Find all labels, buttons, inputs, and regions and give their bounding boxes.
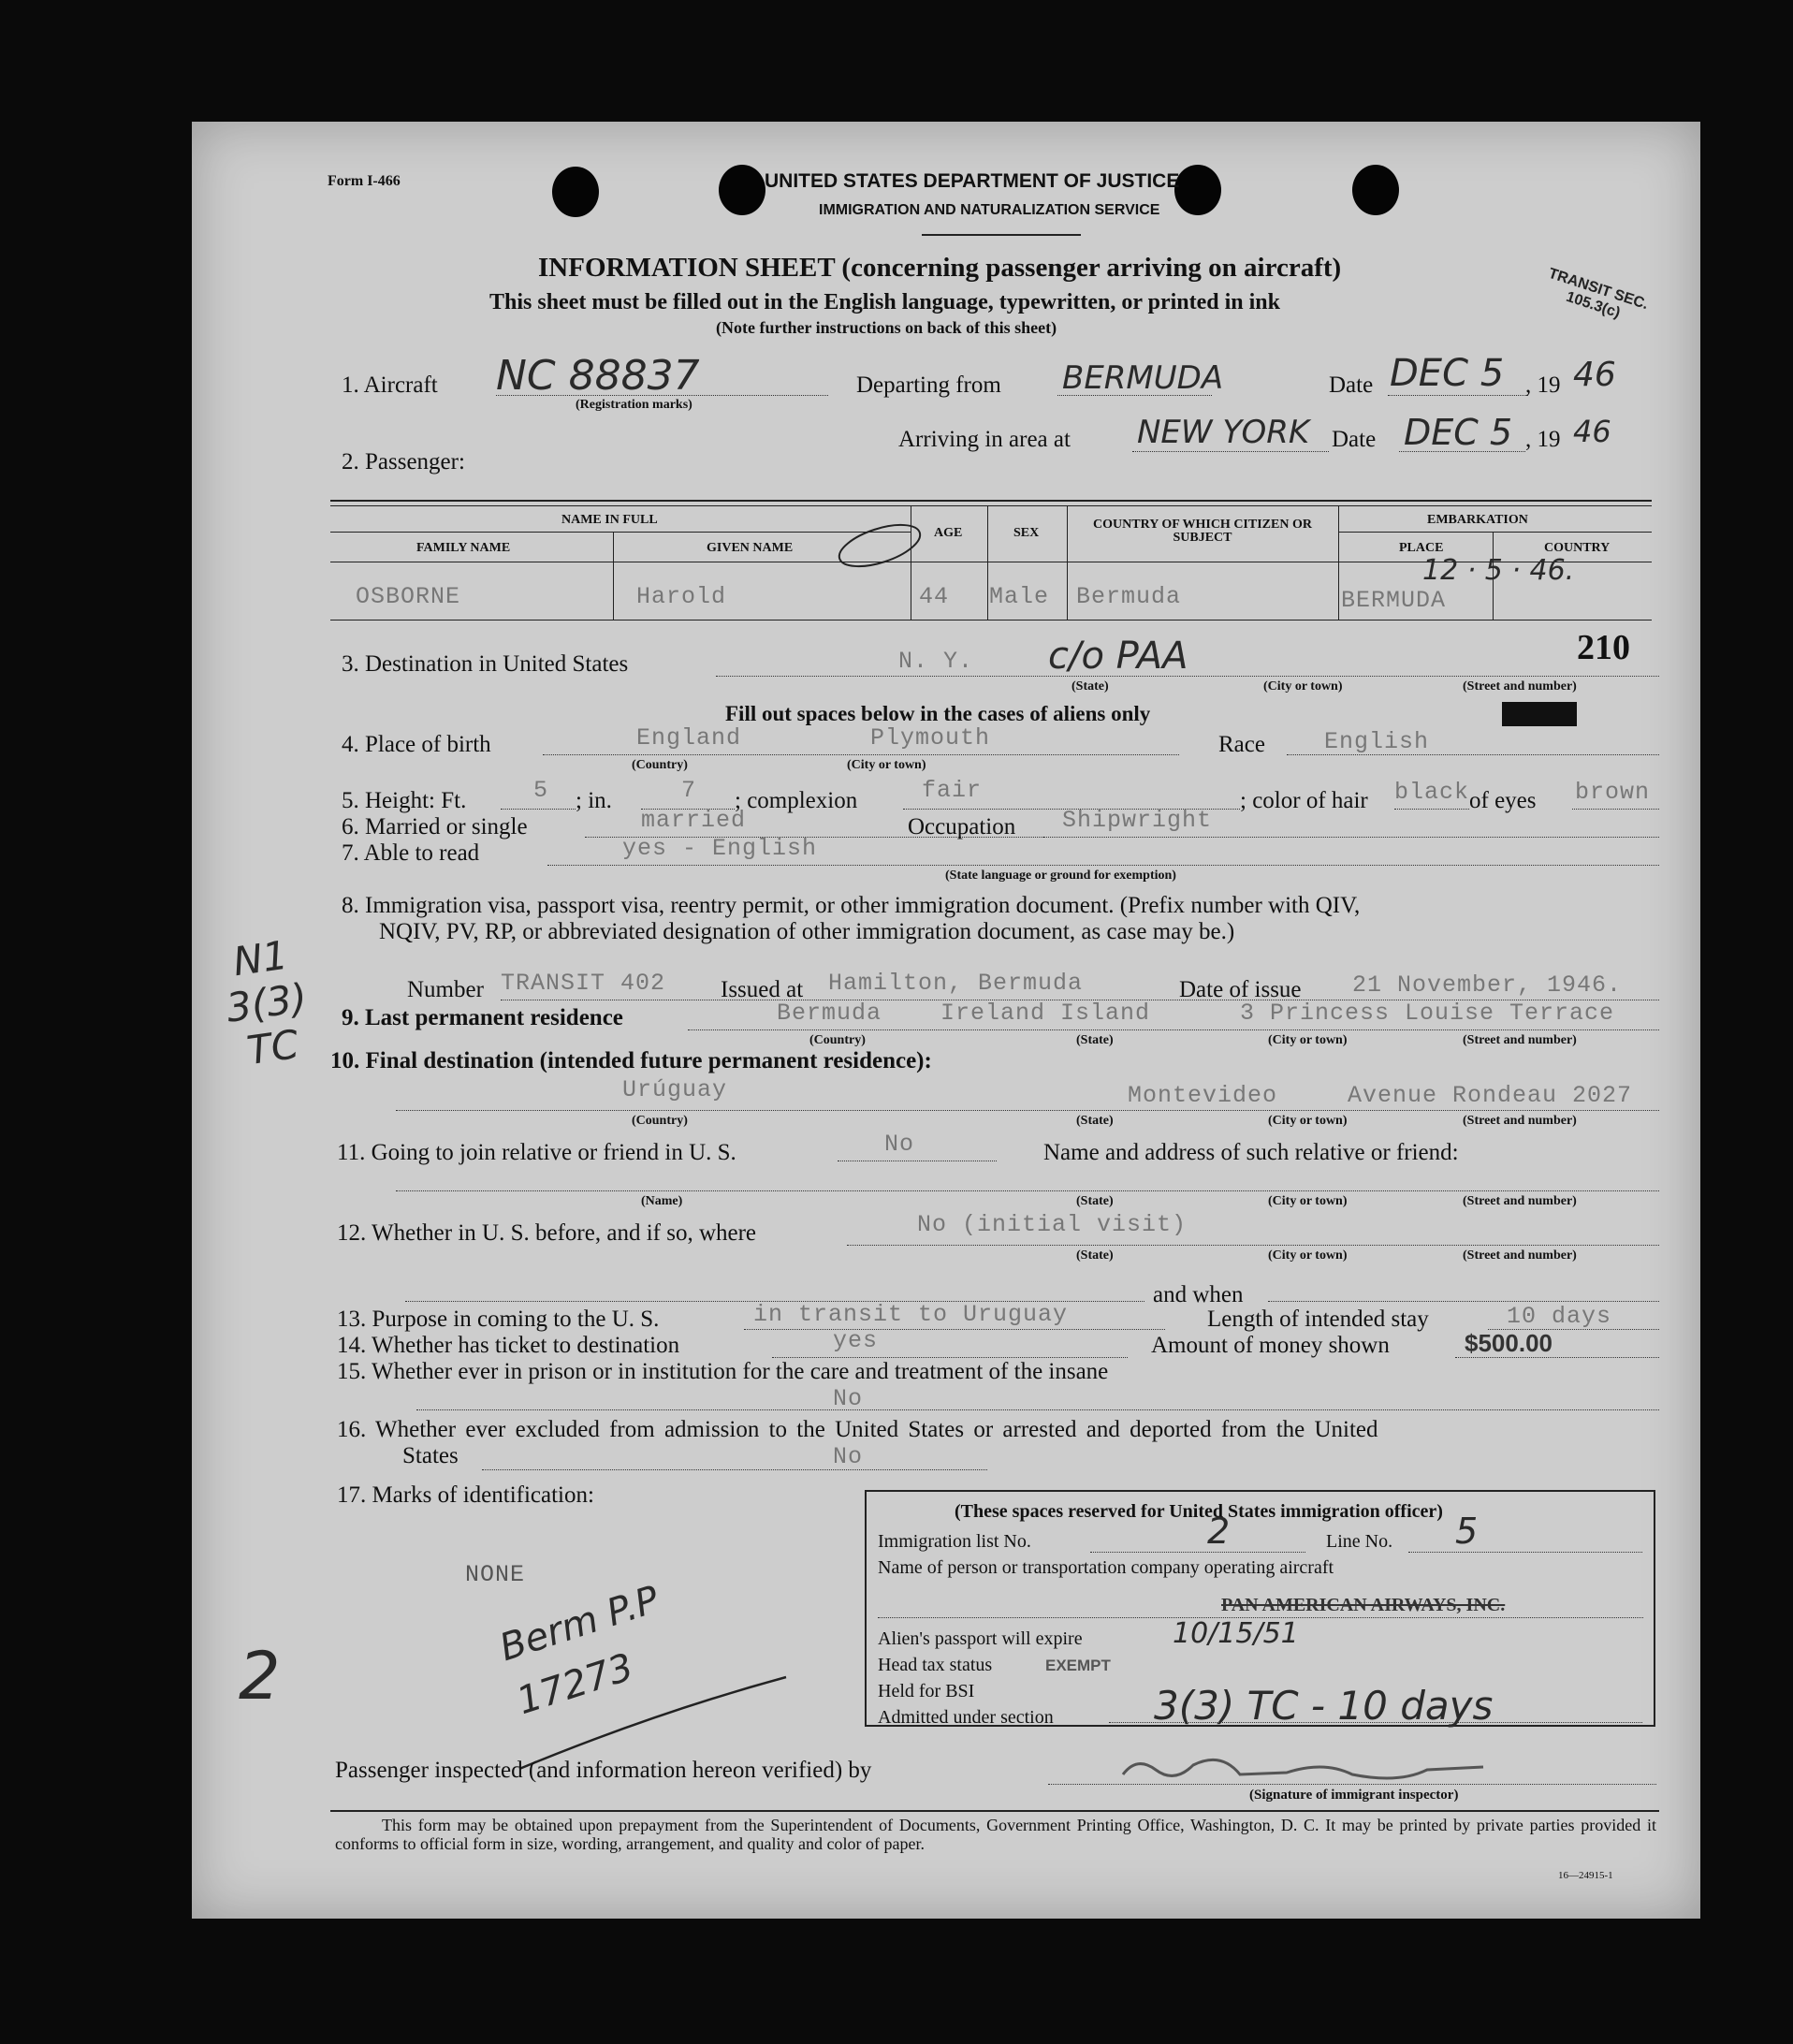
- hair-label: ; color of hair: [1240, 788, 1368, 813]
- signature-sub: (Signature of immigrant inspector): [1249, 1788, 1459, 1803]
- birth-sub-city: (City or town): [847, 758, 926, 772]
- list-label: Immigration list No.: [878, 1531, 1031, 1552]
- punch-hole: [719, 165, 765, 215]
- excluded-label-2: States: [402, 1443, 459, 1468]
- departure-date-line: [1388, 395, 1528, 396]
- hair-line: [1394, 809, 1469, 810]
- header-family: FAMILY NAME: [416, 541, 511, 555]
- read-label: 7. Able to read: [342, 840, 480, 866]
- punch-hole: [1174, 165, 1221, 215]
- departure-date: DEC 5: [1390, 352, 1505, 395]
- marks-value: NONE: [465, 1561, 526, 1588]
- destination-number: 210: [1577, 628, 1630, 667]
- issue-date-label: Date of issue: [1179, 977, 1302, 1002]
- money-label: Amount of money shown: [1151, 1333, 1390, 1358]
- arrival-year: 46: [1573, 414, 1611, 449]
- destination-state: N. Y.: [898, 648, 974, 675]
- issued-at-label: Issued at: [721, 977, 804, 1002]
- departure-year: 46: [1573, 356, 1616, 394]
- prison-line: [416, 1409, 1659, 1410]
- line-no-line: [1408, 1552, 1642, 1553]
- prior-sub-street: (Street and number): [1463, 1248, 1577, 1263]
- eyes-label: of eyes: [1469, 788, 1537, 813]
- read-value: yes - English: [622, 835, 818, 862]
- signature-line: [1048, 1784, 1656, 1785]
- prior-visit-value: No (initial visit): [917, 1211, 1188, 1238]
- officer-box-title: (These spaces reserved for United States immigration officer): [955, 1501, 1443, 1522]
- tax-value: EXEMPT: [1045, 1657, 1111, 1674]
- relative-sub-name: (Name): [641, 1194, 683, 1208]
- destination-sub-state: (State): [1071, 679, 1109, 694]
- header-place: PLACE: [1399, 541, 1444, 555]
- relative-line: [396, 1190, 1659, 1191]
- departing-line: [1057, 395, 1212, 396]
- aircraft-sublabel: (Registration marks): [576, 398, 692, 412]
- relative-sub-street: (Street and number): [1463, 1194, 1577, 1208]
- bsi-label: Held for BSI: [878, 1681, 975, 1701]
- join-value: No: [884, 1131, 915, 1158]
- form-number: Form I-466: [328, 173, 401, 189]
- prior-sub-state: (State): [1076, 1248, 1114, 1263]
- instructions: This sheet must be filled out in the English language, typewritten, or printed in ink: [489, 290, 1280, 314]
- stay-label: Length of intended stay: [1207, 1307, 1429, 1332]
- relative-label: Name and address of such relative or friend:: [1043, 1140, 1459, 1165]
- line-value: 5: [1455, 1511, 1479, 1552]
- race-line: [1287, 754, 1659, 755]
- birth-city: Plymouth: [870, 724, 991, 752]
- marital-value: married: [641, 807, 747, 834]
- destination-line: [716, 676, 1659, 677]
- final-line: [396, 1110, 1659, 1111]
- when-label: and when: [1153, 1282, 1244, 1307]
- final-country: Urúguay: [622, 1076, 728, 1103]
- birth-country: England: [636, 724, 742, 752]
- occupation-label: Occupation: [908, 814, 1016, 840]
- final-destination-label: 10. Final destination (intended future permanent residence):: [330, 1048, 932, 1073]
- prior-visit-label: 12. Whether in U. S. before, and if so, where: [337, 1220, 757, 1246]
- birthplace-line: [543, 754, 1179, 755]
- height-label: 5. Height: Ft.: [342, 788, 467, 813]
- occupation-line: [1043, 837, 1659, 838]
- ticket-label: 14. Whether has ticket to destination: [337, 1333, 680, 1358]
- arrival-date-line: [1399, 451, 1525, 452]
- line-label: Line No.: [1326, 1531, 1393, 1552]
- final-sub-state: (State): [1076, 1114, 1114, 1128]
- residence-sub-street: (Street and number): [1463, 1033, 1577, 1047]
- note: (Note further instructions on back of this sheet): [716, 318, 1057, 337]
- race-value: English: [1324, 728, 1430, 755]
- passenger-label: 2. Passenger:: [342, 449, 465, 474]
- arriving-label: Arriving in area at: [898, 427, 1071, 452]
- page-title: INFORMATION SHEET (concerning passenger arriving on aircraft): [538, 253, 1342, 283]
- company-label: Name of person or transportation company operating aircraft: [878, 1557, 1334, 1578]
- passport-handwriting: Berm P.P 17273: [494, 1578, 664, 1724]
- destination-sub-street: (Street and number): [1463, 679, 1577, 694]
- col-divider: [1338, 505, 1339, 620]
- redaction-mark: [1502, 702, 1577, 726]
- section-line: [1109, 1722, 1642, 1723]
- residence-sub-country: (Country): [809, 1033, 866, 1047]
- col-divider: [1067, 505, 1068, 620]
- residence-country: Bermuda: [777, 1000, 882, 1027]
- doc-number-label: Number: [407, 977, 484, 1002]
- name-subheader-rule: [330, 532, 911, 533]
- print-code: 16—24915-1: [1558, 1870, 1613, 1881]
- read-sub: (State language or ground for exemption): [945, 869, 1176, 883]
- destination-sub-city: (City or town): [1263, 679, 1343, 694]
- section-label: Admitted under section: [878, 1707, 1054, 1728]
- header-country: COUNTRY OF WHICH CITIZEN OR SUBJECT: [1093, 518, 1312, 545]
- residence-label: 9. Last permanent residence: [342, 1005, 623, 1030]
- excluded-label: 16. Whether ever excluded from admission to the United States or arrested and deported from the United: [337, 1417, 1378, 1442]
- embark-subheader-rule: [1338, 532, 1652, 533]
- inches-label: ; in.: [576, 788, 612, 813]
- arrival-year-prefix: , 19: [1525, 427, 1561, 452]
- arriving-line: [1132, 451, 1329, 452]
- ticket-value: yes: [833, 1327, 879, 1354]
- header-age: AGE: [934, 526, 963, 540]
- document-label-2: NQIV, PV, RP, or abbreviated designation of other immigration document, as case may be.): [379, 919, 1235, 944]
- prior-visit-line: [847, 1245, 1659, 1246]
- passport-expire-value: 10/15/51: [1173, 1617, 1299, 1650]
- aircraft-line: [496, 395, 828, 396]
- given-name-circle: [833, 522, 926, 569]
- residence-sub-city: (City or town): [1268, 1033, 1348, 1047]
- marks-label: 17. Marks of identification:: [337, 1482, 594, 1508]
- arrival-date: DEC 5: [1404, 412, 1513, 453]
- purpose-label: 13. Purpose in coming to the U. S.: [337, 1307, 660, 1332]
- col-divider: [613, 532, 614, 620]
- destination-city: c/o PAA: [1048, 635, 1188, 678]
- date-label: Date: [1329, 372, 1374, 398]
- eyes-line: [1572, 809, 1659, 810]
- year-prefix: , 19: [1525, 372, 1561, 398]
- margin-number: 2: [239, 1638, 281, 1715]
- height-feet-line: [501, 809, 576, 810]
- punch-hole: [552, 167, 599, 217]
- aliens-only-heading: Fill out spaces below in the cases of aliens only: [725, 702, 1151, 725]
- inspected-label: Passenger inspected (and information hereon verified) by: [335, 1758, 872, 1783]
- arriving-value: NEW YORK: [1137, 414, 1310, 451]
- col-divider: [987, 505, 988, 620]
- money-line: [1455, 1357, 1659, 1358]
- list-value: 2: [1207, 1511, 1231, 1552]
- prison-value: No: [833, 1385, 864, 1412]
- excluded-line: [482, 1469, 987, 1470]
- residence-line: [688, 1029, 1659, 1030]
- marital-label: 6. Married or single: [342, 814, 528, 840]
- eyes-value: brown: [1575, 779, 1651, 806]
- destination-label: 3. Destination in United States: [342, 651, 629, 677]
- departing-value: BERMUDA: [1062, 359, 1224, 397]
- header-name-in-full: NAME IN FULL: [561, 513, 658, 527]
- complexion-label: ; complexion: [735, 788, 858, 813]
- margin-note: N1 3(3) TC: [223, 931, 311, 1074]
- header-divider: [922, 234, 1081, 236]
- purpose-line: [744, 1329, 1165, 1330]
- doc-number: TRANSIT 402: [501, 970, 666, 997]
- final-sub-city: (City or town): [1268, 1114, 1348, 1128]
- relative-sub-state: (State): [1076, 1194, 1114, 1208]
- header-country2: COUNTRY: [1544, 541, 1611, 555]
- issue-date: 21 November, 1946.: [1352, 971, 1623, 999]
- final-sub-street: (Street and number): [1463, 1114, 1577, 1128]
- excluded-value: No: [833, 1443, 864, 1470]
- issued-at: Hamilton, Bermuda: [828, 970, 1084, 997]
- relative-sub-city: (City or town): [1268, 1194, 1348, 1208]
- table-top-rule-2: [330, 505, 1652, 506]
- list-line: [1090, 1552, 1305, 1553]
- final-state: Montevideo: [1128, 1082, 1278, 1109]
- passport-expire-label: Alien's passport will expire: [878, 1628, 1083, 1649]
- footer-rule: [330, 1810, 1659, 1812]
- embarkation-place: BERMUDA: [1341, 587, 1447, 614]
- footer-text: This form may be obtained upon prepayment from the Superintendent of Documents, Government Printing Office, Washington, D. C. It may be printed by private parties provided it conforms to official form in size, wording, arrangement, and quality and color of paper.: [335, 1816, 1656, 1853]
- join-label: 11. Going to join relative or friend in U. S.: [337, 1140, 736, 1165]
- passenger-sex: Male: [989, 583, 1050, 610]
- company-value: PAN AMERICAN AIRWAYS, INC.: [1221, 1595, 1506, 1615]
- purpose-value: in transit to Uruguay: [753, 1301, 1069, 1328]
- height-feet: 5: [533, 777, 549, 804]
- transit-stamp: TRANSIT SEC. 105.3(c): [1546, 265, 1651, 322]
- passenger-citizenship: Bermuda: [1076, 583, 1182, 610]
- prior-sub-city: (City or town): [1268, 1248, 1348, 1263]
- stay-value: 10 days: [1507, 1303, 1612, 1330]
- service-name: IMMIGRATION AND NATURALIZATION SERVICE: [819, 202, 1160, 218]
- header-sex: SEX: [1013, 526, 1040, 540]
- birth-sub-country: (Country): [632, 758, 688, 772]
- inspector-signature: [1118, 1746, 1493, 1793]
- read-line: [547, 865, 1659, 866]
- occupation-value: Shipwright: [1062, 807, 1213, 834]
- ticket-line: [772, 1357, 1128, 1358]
- passenger-age: 44: [919, 583, 950, 610]
- header-given: GIVEN NAME: [707, 541, 794, 555]
- aircraft-value: NC 88837: [496, 352, 700, 400]
- document-label: 8. Immigration visa, passport visa, reentry permit, or other immigration document. (Prefix number with QIV,: [342, 893, 1361, 918]
- when-line-2: [1268, 1301, 1659, 1302]
- embarkation-date-note: 12 · 5 · 46.: [1422, 554, 1575, 587]
- complexion-value: fair: [922, 777, 983, 804]
- punch-hole: [1352, 165, 1399, 215]
- passenger-family-name: OSBORNE: [356, 583, 461, 610]
- final-street: Avenue Rondeau 2027: [1348, 1082, 1633, 1109]
- birthplace-label: 4. Place of birth: [342, 732, 491, 757]
- height-inches: 7: [681, 777, 697, 804]
- final-sub-country: (Country): [632, 1114, 688, 1128]
- departing-label: Departing from: [856, 372, 1001, 398]
- tax-label: Head tax status: [878, 1655, 993, 1675]
- hair-value: black: [1394, 779, 1470, 806]
- table-top-rule: [330, 500, 1652, 502]
- prison-label: 15. Whether ever in prison or in institution for the care and treatment of the insane: [337, 1359, 1109, 1384]
- agency-name: UNITED STATES DEPARTMENT OF JUSTICE: [765, 170, 1180, 192]
- section-value: 3(3) TC - 10 days: [1154, 1683, 1494, 1729]
- header-embarkation: EMBARKATION: [1427, 513, 1528, 527]
- aircraft-label: 1. Aircraft: [342, 372, 438, 398]
- residence-state: Ireland Island: [940, 1000, 1151, 1027]
- residence-sub-state: (State): [1076, 1033, 1114, 1047]
- race-label: Race: [1218, 732, 1265, 757]
- money-value: $500.00: [1465, 1329, 1552, 1357]
- form-sheet: [192, 122, 1700, 1919]
- residence-address: 3 Princess Louise Terrace: [1240, 1000, 1615, 1027]
- arrival-date-label: Date: [1332, 427, 1377, 452]
- passenger-given-name: Harold: [636, 583, 727, 610]
